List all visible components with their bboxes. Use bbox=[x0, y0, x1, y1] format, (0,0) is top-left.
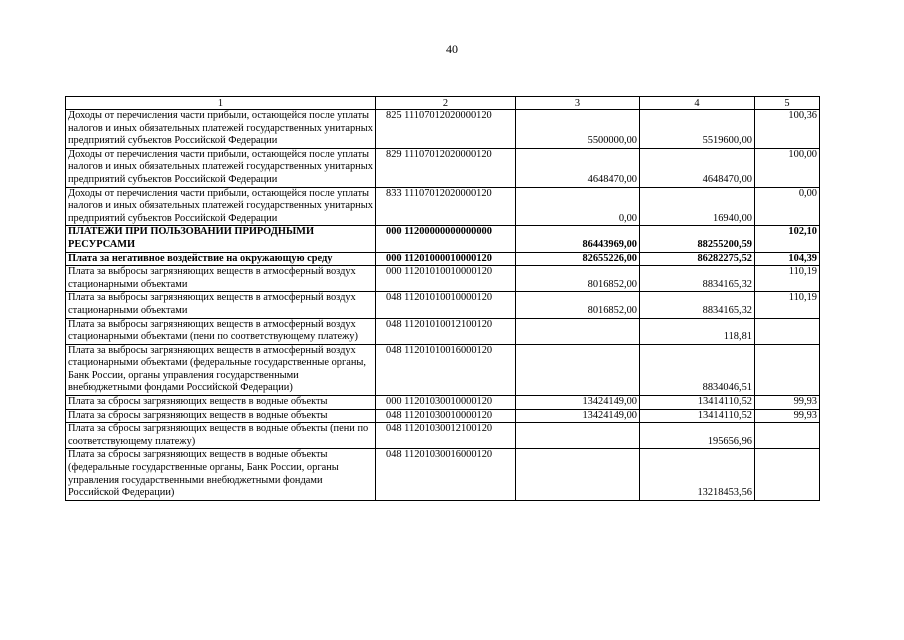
row-description: Доходы от перечисления части прибыли, остающейся после уплаты налогов и иных обязательных платежей государственных унитарных предприятий субъектов Российской Федерации bbox=[66, 187, 376, 226]
row-planned-amount: 8016852,00 bbox=[516, 292, 640, 318]
row-actual-amount: 8834165,32 bbox=[640, 292, 755, 318]
table-row bbox=[66, 396, 820, 410]
row-description: Доходы от перечисления части прибыли, остающейся после уплаты налогов и иных обязательных платежей государственных унитарных предприятий субъектов Российской Федерации bbox=[66, 148, 376, 187]
row-actual-amount: 8834165,32 bbox=[640, 266, 755, 292]
row-code: 000 11200000000000000 bbox=[376, 226, 516, 252]
column-header: 1 bbox=[66, 97, 376, 110]
row-planned-amount: 0,00 bbox=[516, 187, 640, 226]
row-percent: 100,00 bbox=[755, 148, 820, 187]
table-row bbox=[66, 409, 820, 423]
row-planned-amount: 4648470,00 bbox=[516, 148, 640, 187]
revenue-table bbox=[65, 96, 820, 501]
column-header: 2 bbox=[376, 97, 516, 110]
row-description: Доходы от перечисления части прибыли, остающейся после уплаты налогов и иных обязательных платежей государственных унитарных предприятий субъектов Российской Федерации bbox=[66, 110, 376, 149]
row-planned-amount: 5500000,00 bbox=[516, 110, 640, 149]
row-description: Плата за выбросы загрязняющих веществ в атмосферный воздух стационарными объектами bbox=[66, 266, 376, 292]
row-actual-amount: 13218453,56 bbox=[640, 449, 755, 500]
row-planned-amount bbox=[516, 449, 640, 500]
row-code: 048 11201010016000120 bbox=[376, 344, 516, 395]
column-header: 3 bbox=[516, 97, 640, 110]
row-description: Плата за сбросы загрязняющих веществ в водные объекты (федеральные государственные органы, Банк России, органы управления государственными внебюджетными фондами Российской Федерации) bbox=[66, 449, 376, 500]
row-description: Плата за выбросы загрязняющих веществ в атмосферный воздух стационарными объектами bbox=[66, 292, 376, 318]
table-row bbox=[66, 292, 820, 318]
row-description: Плата за выбросы загрязняющих веществ в атмосферный воздух стационарными объектами (федеральные государственные органы, Банк России, органы управления государственными внебюджетными фондами Российской Федерации) bbox=[66, 344, 376, 395]
row-description: Плата за негативное воздействие на окружающую среду bbox=[66, 252, 376, 266]
row-actual-amount: 16940,00 bbox=[640, 187, 755, 226]
row-code: 048 11201010012100120 bbox=[376, 318, 516, 344]
row-planned-amount: 13424149,00 bbox=[516, 396, 640, 410]
row-description: Плата за сбросы загрязняющих веществ в водные объекты bbox=[66, 396, 376, 410]
table-row bbox=[66, 252, 820, 266]
row-code: 825 11107012020000120 bbox=[376, 110, 516, 149]
row-code: 000 11201010010000120 bbox=[376, 266, 516, 292]
row-actual-amount: 195656,96 bbox=[640, 423, 755, 449]
row-actual-amount: 118,81 bbox=[640, 318, 755, 344]
page-number: 40 bbox=[446, 42, 458, 56]
row-code: 048 11201030012100120 bbox=[376, 423, 516, 449]
table-row bbox=[66, 449, 820, 500]
row-percent: 110,19 bbox=[755, 292, 820, 318]
row-planned-amount bbox=[516, 344, 640, 395]
table-row bbox=[66, 344, 820, 395]
row-percent bbox=[755, 423, 820, 449]
row-percent: 0,00 bbox=[755, 187, 820, 226]
column-header: 4 bbox=[640, 97, 755, 110]
row-description: Плата за выбросы загрязняющих веществ в атмосферный воздух стационарными объектами (пени по соответствующему платежу) bbox=[66, 318, 376, 344]
row-actual-amount: 5519600,00 bbox=[640, 110, 755, 149]
row-percent: 102,10 bbox=[755, 226, 820, 252]
row-code: 048 11201030016000120 bbox=[376, 449, 516, 500]
row-planned-amount bbox=[516, 318, 640, 344]
row-description: Плата за сбросы загрязняющих веществ в водные объекты bbox=[66, 409, 376, 423]
row-code: 048 11201030010000120 bbox=[376, 409, 516, 423]
row-percent bbox=[755, 318, 820, 344]
row-percent: 110,19 bbox=[755, 266, 820, 292]
row-actual-amount: 86282275,52 bbox=[640, 252, 755, 266]
row-actual-amount: 13414110,52 bbox=[640, 396, 755, 410]
row-actual-amount: 88255200,59 bbox=[640, 226, 755, 252]
row-description: ПЛАТЕЖИ ПРИ ПОЛЬЗОВАНИИ ПРИРОДНЫМИ РЕСУРСАМИ bbox=[66, 226, 376, 252]
table-row bbox=[66, 148, 820, 187]
table-row bbox=[66, 226, 820, 252]
row-code: 829 11107012020000120 bbox=[376, 148, 516, 187]
row-description: Плата за сбросы загрязняющих веществ в водные объекты (пени по соответствующему платежу) bbox=[66, 423, 376, 449]
row-percent bbox=[755, 344, 820, 395]
row-actual-amount: 4648470,00 bbox=[640, 148, 755, 187]
row-percent: 104,39 bbox=[755, 252, 820, 266]
row-actual-amount: 8834046,51 bbox=[640, 344, 755, 395]
row-code: 048 11201010010000120 bbox=[376, 292, 516, 318]
row-percent: 100,36 bbox=[755, 110, 820, 149]
row-planned-amount: 86443969,00 bbox=[516, 226, 640, 252]
row-planned-amount: 82655226,00 bbox=[516, 252, 640, 266]
table-header-row bbox=[66, 97, 820, 110]
row-percent: 99,93 bbox=[755, 396, 820, 410]
row-code: 833 11107012020000120 bbox=[376, 187, 516, 226]
column-header: 5 bbox=[755, 97, 820, 110]
table-row bbox=[66, 423, 820, 449]
row-planned-amount: 13424149,00 bbox=[516, 409, 640, 423]
row-actual-amount: 13414110,52 bbox=[640, 409, 755, 423]
table-row bbox=[66, 266, 820, 292]
row-planned-amount: 8016852,00 bbox=[516, 266, 640, 292]
row-code: 000 11201000010000120 bbox=[376, 252, 516, 266]
table-row bbox=[66, 318, 820, 344]
table-row bbox=[66, 110, 820, 149]
row-code: 000 11201030010000120 bbox=[376, 396, 516, 410]
row-planned-amount bbox=[516, 423, 640, 449]
row-percent bbox=[755, 449, 820, 500]
row-percent: 99,93 bbox=[755, 409, 820, 423]
table-row bbox=[66, 187, 820, 226]
